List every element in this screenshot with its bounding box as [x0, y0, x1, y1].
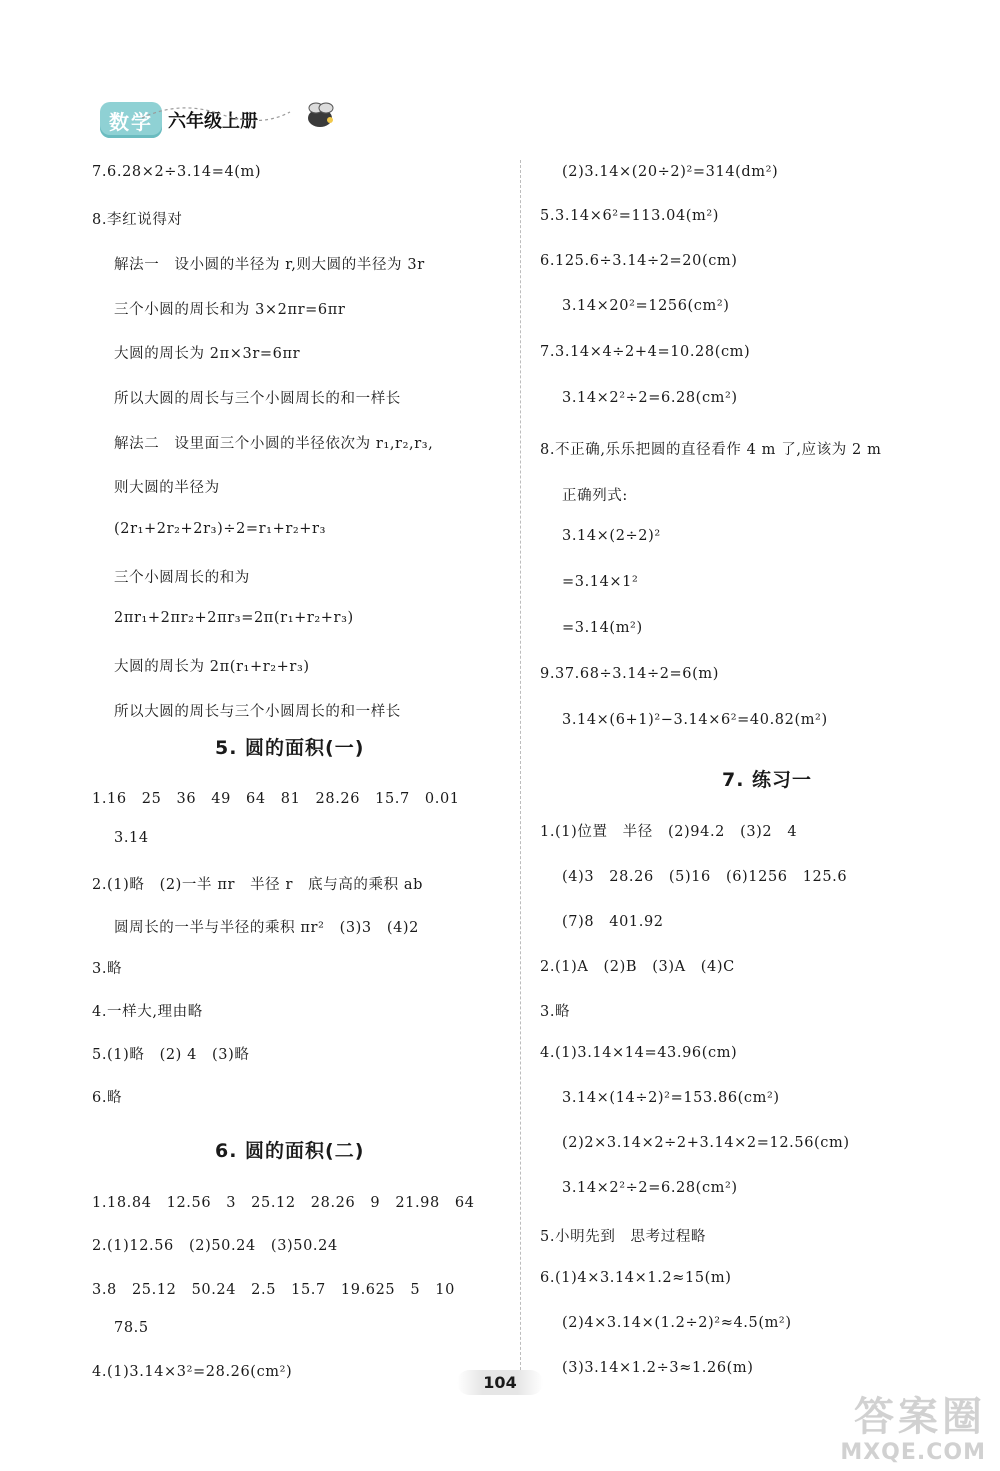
section-title: 6. 圆的面积(二): [215, 1140, 365, 1162]
section-title: 5. 圆的面积(一): [215, 737, 365, 759]
answer-line: 3.14: [114, 830, 149, 846]
answer-line: =3.14(m²): [562, 620, 643, 636]
column-divider: [520, 160, 521, 1390]
answer-line: 5.小明先到 思考过程略: [540, 1229, 707, 1245]
answer-line: 4.(1)3.14×3²=28.26(cm²): [92, 1364, 293, 1380]
answer-line: 3.14×2²÷2=6.28(cm²): [562, 1180, 738, 1196]
answer-line: 78.5: [114, 1320, 149, 1336]
answer-line: 2.(1)略 (2)一半 πr 半径 r 底与高的乘积 ab: [92, 877, 424, 893]
answer-line: 1.(1)位置 半径 (2)94.2 (3)2 4: [540, 824, 798, 840]
answer-line: 4.(1)3.14×14=43.96(cm): [540, 1045, 738, 1061]
answer-line: (2r₁+2r₂+2r₃)÷2=r₁+r₂+r₃: [114, 521, 326, 537]
answer-line: 2.(1)A (2)B (3)A (4)C: [540, 959, 735, 975]
answer-line: 3.14×(6+1)²−3.14×6²=40.82(m²): [562, 712, 828, 728]
answer-line: (7)8 401.92: [562, 914, 664, 930]
answer-line: (2)3.14×(20÷2)²=314(dm²): [562, 164, 779, 180]
answer-line: 3.略: [92, 961, 123, 977]
answer-line: 8.不正确,乐乐把圆的直径看作 4 m 了,应该为 2 m: [540, 442, 882, 458]
answer-line: (4)3 28.26 (5)16 (6)1256 125.6: [562, 869, 848, 885]
answer-line: 三个小圆周长的和为: [114, 570, 250, 586]
answer-line: 三个小圆的周长和为 3×2πr=6πr: [114, 302, 346, 318]
answer-line: 5.(1)略 (2) 4 (3)略: [92, 1047, 250, 1063]
answer-line: 5.3.14×6²=113.04(m²): [540, 208, 720, 224]
answer-line: 6.125.6÷3.14÷2=20(cm): [540, 253, 738, 269]
answer-line: 4.一样大,理由略: [92, 1004, 203, 1020]
answer-line: 3.14×(2÷2)²: [562, 528, 661, 544]
answer-line: 解法一 设小圆的半径为 r,则大圆的半径为 3r: [114, 257, 425, 273]
subject-badge: 数学: [100, 102, 162, 138]
page-number: 104: [457, 1370, 542, 1395]
watermark: [840, 1394, 986, 1465]
answer-line: 1.18.84 12.56 3 25.12 28.26 9 21.98 64: [92, 1195, 475, 1211]
answer-line: 圆周长的一半与半径的乘积 πr² (3)3 (4)2: [114, 920, 420, 936]
answer-line: 所以大圆的周长与三个小圆周长的和一样长: [114, 391, 401, 407]
answer-line: 正确列式:: [562, 488, 628, 504]
answer-line: 3.14×20²=1256(cm²): [562, 298, 730, 314]
watermark-url: MXQE.COM: [840, 1440, 986, 1465]
answer-line: 6.(1)4×3.14×1.2≈15(m): [540, 1270, 732, 1286]
answer-line: 大圆的周长为 2π(r₁+r₂+r₃): [114, 659, 310, 675]
answer-line: 2πr₁+2πr₂+2πr₃=2π(r₁+r₂+r₃): [114, 610, 354, 626]
answer-line: 大圆的周长为 2π×3r=6πr: [114, 346, 301, 362]
answer-line: 3.14×(14÷2)²=153.86(cm²): [562, 1090, 780, 1106]
answer-line: 1.16 25 36 49 64 81 28.26 15.7 0.01: [92, 791, 460, 807]
section-title: 7. 练习一: [722, 769, 813, 791]
answer-line: (2)4×3.14×(1.2÷2)²≈4.5(m²): [562, 1315, 792, 1331]
answer-line: 所以大圆的周长与三个小圆周长的和一样长: [114, 704, 401, 720]
answer-line: =3.14×1²: [562, 574, 639, 590]
page-footer: [0, 1370, 1000, 1395]
answer-line: 7.6.28×2÷3.14=4(m): [92, 164, 262, 180]
bee-decoration-icon: [140, 96, 340, 136]
answer-line: 6.略: [92, 1090, 123, 1106]
answer-line: 则大圆的半径为: [114, 480, 220, 496]
answer-line: (2)2×3.14×2÷2+3.14×2=12.56(cm): [562, 1135, 850, 1151]
answer-line: 9.37.68÷3.14÷2=6(m): [540, 666, 719, 682]
answer-line: 7.3.14×4÷2+4=10.28(cm): [540, 344, 751, 360]
answer-line: 解法二 设里面三个小圆的半径依次为 r₁,r₂,r₃,: [114, 436, 434, 452]
answer-line: 3.14×2²÷2=6.28(cm²): [562, 390, 738, 406]
answer-line: 8.李红说得对: [92, 212, 183, 228]
answer-line: (3)3.14×1.2÷3≈1.26(m): [562, 1360, 754, 1376]
answer-line: 3.略: [540, 1004, 571, 1020]
answer-line: 3.8 25.12 50.24 2.5 15.7 19.625 5 10: [92, 1282, 455, 1298]
watermark-logo: 答案圈: [854, 1394, 986, 1440]
answer-line: 2.(1)12.56 (2)50.24 (3)50.24: [92, 1238, 338, 1254]
grade-label: 六年级上册: [168, 111, 258, 132]
